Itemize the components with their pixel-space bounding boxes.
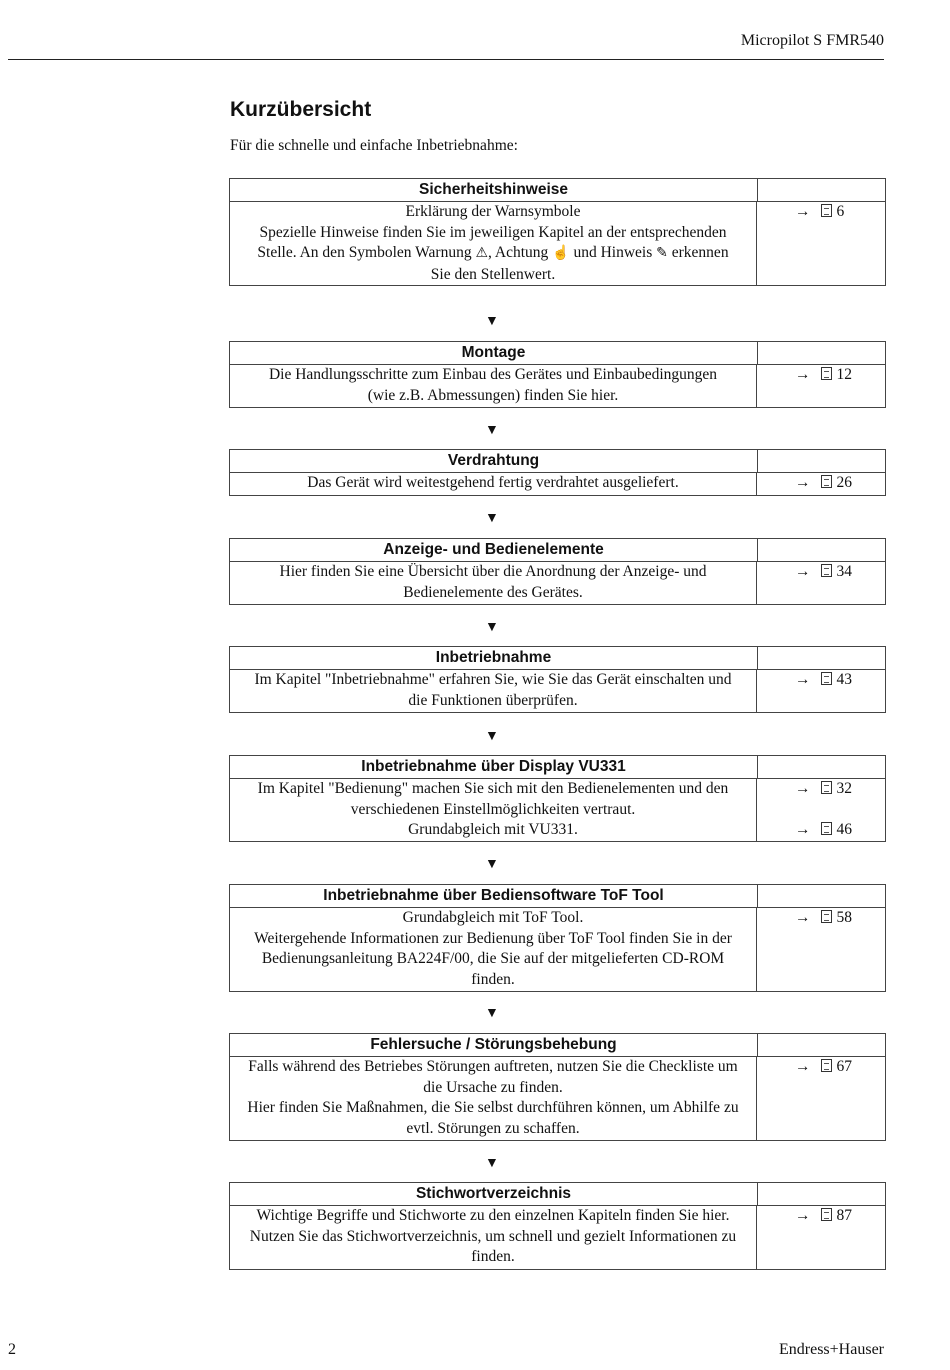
page-number-ref: 6 xyxy=(836,203,845,220)
flow-arrow-down-icon: ▼ xyxy=(485,729,499,744)
section-line: Bedienelemente des Gerätes. xyxy=(403,583,583,601)
page-reference[interactable] xyxy=(795,670,885,691)
section-line: Spezielle Hinweise finden Sie im jeweiligen Kapitel an der entsprechenden xyxy=(259,223,727,241)
section-line: finden. xyxy=(471,970,515,988)
section-box-tof-tool xyxy=(229,884,886,992)
page-reference[interactable] xyxy=(795,365,885,386)
section-box-montage xyxy=(229,341,886,408)
line-text: , Achtung xyxy=(488,244,549,261)
section-box-display-vu331 xyxy=(229,755,886,842)
caution-hand-icon: ☝ xyxy=(552,246,570,261)
page-reference[interactable] xyxy=(795,1206,885,1227)
section-line: Das Gerät wird weitestgehend fertig verdrahtet ausgeliefert. xyxy=(307,474,679,491)
section-line: Grundabgleich mit ToF Tool. xyxy=(402,909,584,926)
section-box-verdrahtung xyxy=(229,449,886,496)
section-box-inbetriebnahme xyxy=(229,646,886,713)
line-text: und Hinweis xyxy=(573,244,653,261)
line-text: Stelle. An den Symbolen Warnung xyxy=(257,244,472,261)
section-title: Montage xyxy=(230,342,758,364)
page-number-ref: 43 xyxy=(836,671,852,688)
page-icon xyxy=(821,1059,832,1072)
page-icon xyxy=(821,781,832,794)
section-line: Im Kapitel "Inbetriebnahme" erfahren Sie, wie Sie das Gerät einschalten und xyxy=(254,671,732,688)
intro-text: Für die schnelle und einfache Inbetriebnahme: xyxy=(230,137,518,154)
right-arrow-icon: → xyxy=(795,366,811,383)
flow-arrow-down-icon: ▼ xyxy=(485,423,499,438)
section-box-fehlersuche xyxy=(229,1033,886,1141)
page-icon xyxy=(821,475,832,488)
page-number-ref: 58 xyxy=(836,909,852,926)
right-arrow-icon: → xyxy=(795,780,811,797)
section-line: Grundabgleich mit VU331. xyxy=(408,821,578,838)
section-line: verschiedenen Einstellmöglichkeiten vertraut. xyxy=(350,800,636,818)
section-line: Falls während des Betriebes Störungen auftreten, nutzen Sie die Checkliste um xyxy=(248,1058,738,1075)
warning-icon: ⚠ xyxy=(475,246,489,261)
flow-arrow-down-icon: ▼ xyxy=(485,1156,499,1171)
section-line: Nutzen Sie das Stichwortverzeichnis, um schnell und gezielt Informationen zu xyxy=(249,1227,737,1245)
flow-arrow-down-icon: ▼ xyxy=(485,511,499,526)
page-reference[interactable] xyxy=(795,1057,885,1078)
right-arrow-icon: → xyxy=(795,203,811,220)
page-heading: Kurzübersicht xyxy=(230,98,372,121)
right-arrow-icon: → xyxy=(795,1058,811,1075)
header-rule xyxy=(8,59,884,60)
page-reference[interactable] xyxy=(795,908,885,929)
line-text: erkennen xyxy=(671,244,729,261)
note-pencil-icon: ✎ xyxy=(656,246,668,261)
section-line: Hier finden Sie Maßnahmen, die Sie selbst durchführen können, um Abhilfe zu xyxy=(247,1099,739,1116)
page-number-ref: 26 xyxy=(836,474,852,491)
right-arrow-icon: → xyxy=(795,1207,811,1224)
section-line: finden. xyxy=(471,1248,515,1265)
section-box-stichwortverzeichnis xyxy=(229,1182,886,1270)
section-line: Wichtige Begriffe und Stichworte zu den einzelnen Kapiteln finden Sie hier. xyxy=(256,1207,730,1224)
section-line: Weitergehende Informationen zur Bedienung über ToF Tool finden Sie in der xyxy=(254,929,732,947)
page-reference[interactable] xyxy=(795,562,885,583)
page-icon xyxy=(821,822,832,835)
page-number-ref: 34 xyxy=(836,563,852,580)
section-title: Inbetriebnahme über Display VU331 xyxy=(230,756,758,778)
page-reference[interactable] xyxy=(795,473,885,494)
section-line: evtl. Störungen zu schaffen. xyxy=(406,1119,580,1137)
section-box-anzeige xyxy=(229,538,886,605)
section-line: Sie den Stellenwert. xyxy=(430,265,556,283)
page-number-ref: 67 xyxy=(836,1058,852,1075)
page-icon xyxy=(821,672,832,685)
page-icon xyxy=(821,1208,832,1221)
section-line: Die Handlungsschritte zum Einbau des Gerätes und Einbaubedingungen xyxy=(268,366,718,383)
page-number-ref: 87 xyxy=(836,1207,852,1224)
section-title: Inbetriebnahme xyxy=(230,647,758,669)
section-title: Fehlersuche / Störungsbehebung xyxy=(230,1034,758,1056)
right-arrow-icon: → xyxy=(795,671,811,688)
page-icon xyxy=(821,564,832,577)
section-title: Sicherheitshinweise xyxy=(230,179,758,201)
page-icon xyxy=(821,204,832,217)
right-arrow-icon: → xyxy=(795,821,811,838)
section-line: die Ursache zu finden. xyxy=(423,1078,563,1096)
section-box-sicherheitshinweise xyxy=(229,178,886,286)
section-title: Verdrahtung xyxy=(230,450,758,472)
right-arrow-icon: → xyxy=(795,474,811,491)
page-number-ref: 12 xyxy=(836,366,852,383)
page-header-title: Micropilot S FMR540 xyxy=(740,32,884,49)
section-title: Inbetriebnahme über Bediensoftware ToF Tool xyxy=(230,885,758,907)
section-line: Hier finden Sie eine Übersicht über die Anordnung der Anzeige- und xyxy=(279,563,707,580)
page-reference[interactable] xyxy=(795,202,885,223)
page-number-ref: 32 xyxy=(836,780,852,797)
page-number-ref: 46 xyxy=(836,821,852,838)
section-line: Im Kapitel "Bedienung" machen Sie sich mit den Bedienelementen und den xyxy=(257,780,729,797)
section-line: Erklärung der Warnsymbole xyxy=(405,203,581,220)
page-reference[interactable] xyxy=(795,779,885,800)
flow-arrow-down-icon: ▼ xyxy=(485,1006,499,1021)
page-icon xyxy=(821,367,832,380)
flow-arrow-down-icon: ▼ xyxy=(485,857,499,872)
page-icon xyxy=(821,910,832,923)
section-line: Bedienungsanleitung BA224F/00, die Sie auf der mitgelieferten CD-ROM xyxy=(261,950,725,967)
section-line: (wie z.B. Abmessungen) finden Sie hier. xyxy=(367,386,619,404)
flow-arrow-down-icon: ▼ xyxy=(485,314,499,329)
section-title: Stichwortverzeichnis xyxy=(230,1183,758,1205)
section-line xyxy=(234,243,752,265)
right-arrow-icon: → xyxy=(795,563,811,580)
section-line: die Funktionen überprüfen. xyxy=(408,691,578,709)
footer-page-number: 2 xyxy=(8,1341,16,1358)
right-arrow-icon: → xyxy=(795,909,811,926)
section-title: Anzeige- und Bedienelemente xyxy=(230,539,758,561)
footer-brand: Endress+Hauser xyxy=(779,1341,884,1358)
page-reference[interactable] xyxy=(795,820,885,841)
flow-arrow-down-icon: ▼ xyxy=(485,620,499,635)
